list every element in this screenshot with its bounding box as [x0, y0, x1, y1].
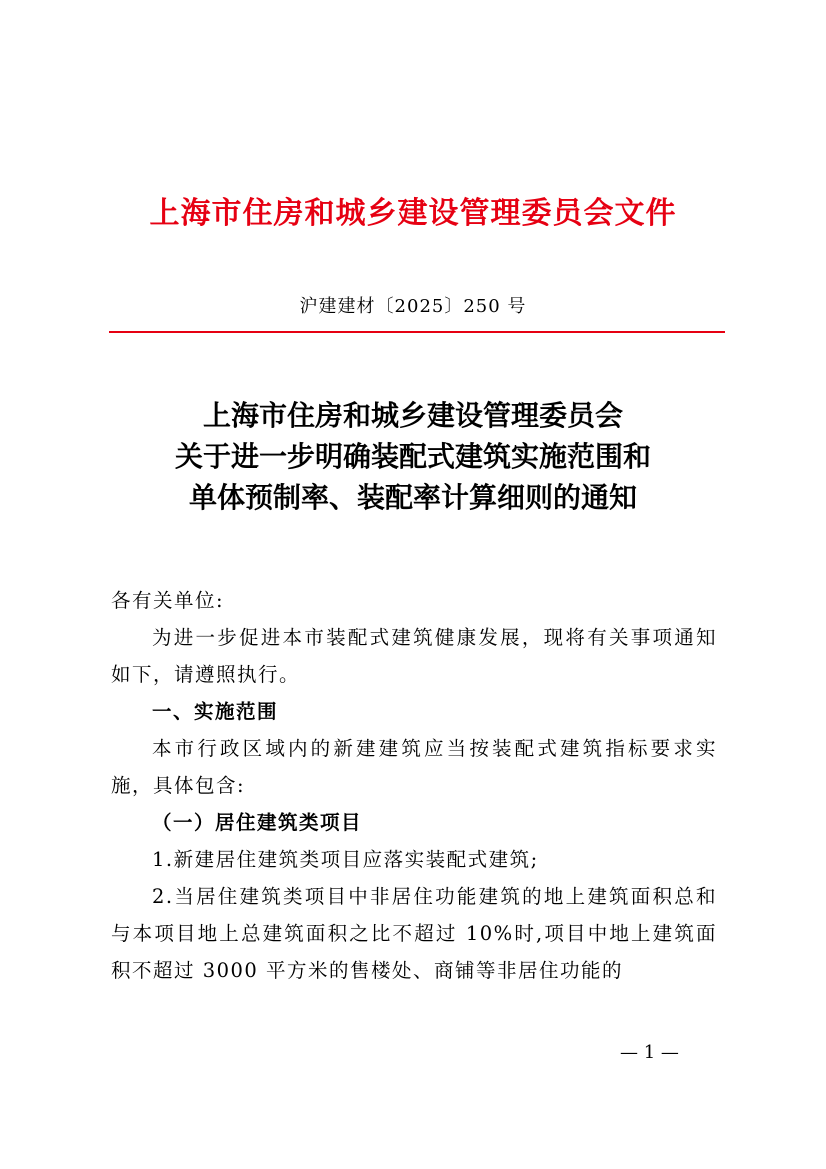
- page-number: — 1 —: [620, 1042, 679, 1063]
- section-scope-paragraph: 本市行政区域内的新建建筑应当按装配式建筑指标要求实施，具体包含:: [111, 737, 717, 797]
- issuer-title: 上海市住房和城乡建设管理委员会文件: [149, 196, 677, 231]
- document-body: [111, 582, 717, 989]
- notice-title-line-1: 上海市住房和城乡建设管理委员会: [202, 399, 623, 432]
- list-item-2: 2.当居住建筑类项目中非居住功能建筑的地上建筑面积总和与本项目地上总建筑面积之比不超过 10%时,项目中地上建筑面积不超过 3000 平方米的售楼处、商铺等非居住功能的: [111, 885, 717, 982]
- notice-title-line-2: 关于进一步明确装配式建筑实施范围和: [174, 440, 651, 473]
- section-heading-scope: 一、实施范围: [152, 700, 279, 723]
- subsection-heading-residential: （一）居住建筑类项目: [152, 811, 363, 834]
- salutation: 各有关单位:: [111, 589, 225, 612]
- notice-title-line-3: 单体预制率、装配率计算细则的通知: [188, 481, 637, 514]
- list-item-1: 1.新建居住建筑类项目应落实装配式建筑;: [152, 848, 539, 871]
- notice-title: [0, 395, 826, 518]
- document-number: 沪建建材〔2025〕250 号: [299, 296, 527, 317]
- intro-paragraph: 为进一步促进本市装配式建筑健康发展，现将有关事项通知如下，请遵照执行。: [111, 626, 717, 686]
- red-divider-line: [109, 331, 725, 333]
